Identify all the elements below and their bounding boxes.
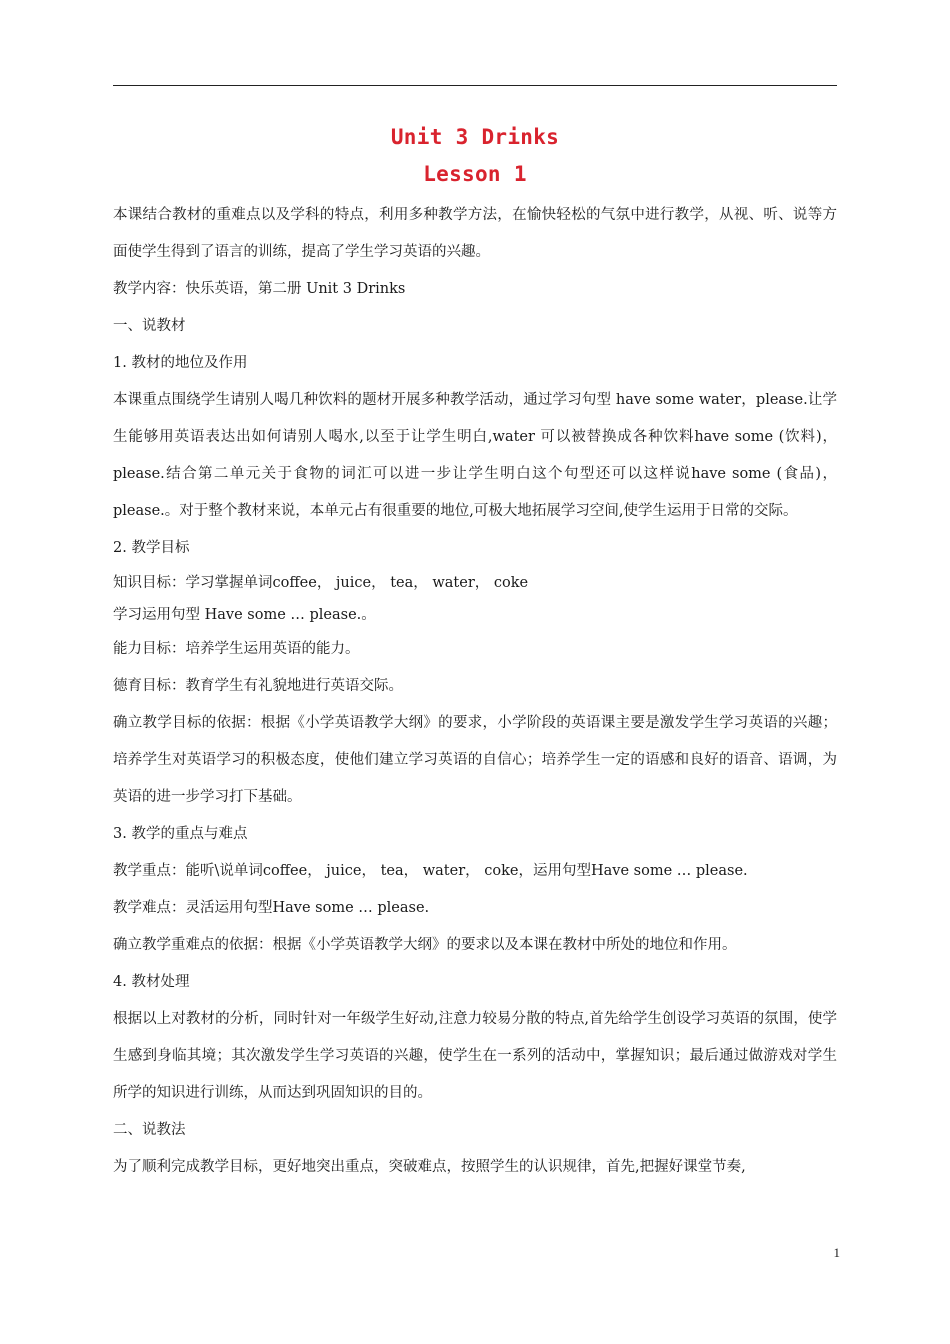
body-paragraph: 根据以上对教材的分析，同时针对一年级学生好动,注意力较易分散的特点,首先给学生创设学习英语的氛围，使学生感到身临其境；其次激发学生学习英语的兴趣，使学生在一系列的活动中，掌握知识；最后通过做游戏对学生所学的知识进行训练，从而达到巩固知识的目的。 [113, 1011, 837, 1101]
body-paragraph: 知识目标：学习掌握单词coffee， juice， tea， water， coke [113, 575, 529, 591]
document-body [113, 197, 837, 1186]
section-heading: 二、说教法 [113, 1122, 186, 1138]
document-title: Unit 3 Drinks [390, 125, 560, 149]
body-paragraph: 确立教学重难点的依据：根据《小学英语教学大纲》的要求以及本课在教材中所处的地位和作用。 [113, 937, 737, 953]
body-paragraph: 为了顺利完成教学目标，更好地突出重点，突破难点，按照学生的认识规律，首先,把握好课堂节奏, [113, 1159, 746, 1175]
body-paragraph: 确立教学目标的依据：根据《小学英语教学大纲》的要求，小学阶段的英语课主要是激发学生学习英语的兴趣；培养学生对英语学习的积极态度，使他们建立学习英语的自信心；培养学生一定的语感和良好的语音、语调，为英语的进一步学习打下基础。 [113, 715, 837, 805]
section-heading: 一、说教材 [113, 318, 186, 334]
header-rule [113, 85, 837, 86]
body-paragraph: 本课重点围绕学生请别人喝几种饮料的题材开展多种教学活动，通过学习句型 have some water，please.让学生能够用英语表达出如何请别人喝水,以至于让学生明白,water 可以被替换成各种饮料have some (饮料)，please.结合第二单元关于食物的词汇可以进一步让学生明白这个句型还可以这样说have some (食品)，please.。对于整个教材来说，本单元占有很重要的地位,可极大地拓展学习空间,使学生运用于日常的交际。 [113, 392, 837, 519]
subsection-heading: 2. 教学目标 [113, 540, 190, 556]
subsection-heading: 1. 教材的地位及作用 [113, 355, 248, 371]
body-paragraph: 德育目标：教育学生有礼貌地进行英语交际。 [113, 678, 403, 694]
body-paragraph: 教学难点：灵活运用句型Have some … please. [113, 900, 430, 916]
body-paragraph: 能力目标：培养学生运用英语的能力。 [113, 641, 360, 657]
body-paragraph: 教学重点：能听\说单词coffee， juice， tea， water， coke，运用句型Have some … please. [113, 863, 748, 879]
teaching-content: 教学内容：快乐英语，第二册 Unit 3 Drinks [113, 281, 406, 297]
document-subtitle: Lesson 1 [423, 162, 527, 186]
body-paragraph: 学习运用句型 Have some … please.。 [113, 607, 376, 623]
intro-paragraph: 本课结合教材的重难点以及学科的特点，利用多种教学方法，在愉快轻松的气氛中进行教学，从视、听、说等方面使学生得到了语言的训练，提高了学生学习英语的兴趣。 [113, 207, 837, 260]
subsection-heading: 3. 教学的重点与难点 [113, 826, 248, 842]
page-number: 1 [833, 1245, 840, 1260]
subsection-heading: 4. 教材处理 [113, 974, 190, 990]
